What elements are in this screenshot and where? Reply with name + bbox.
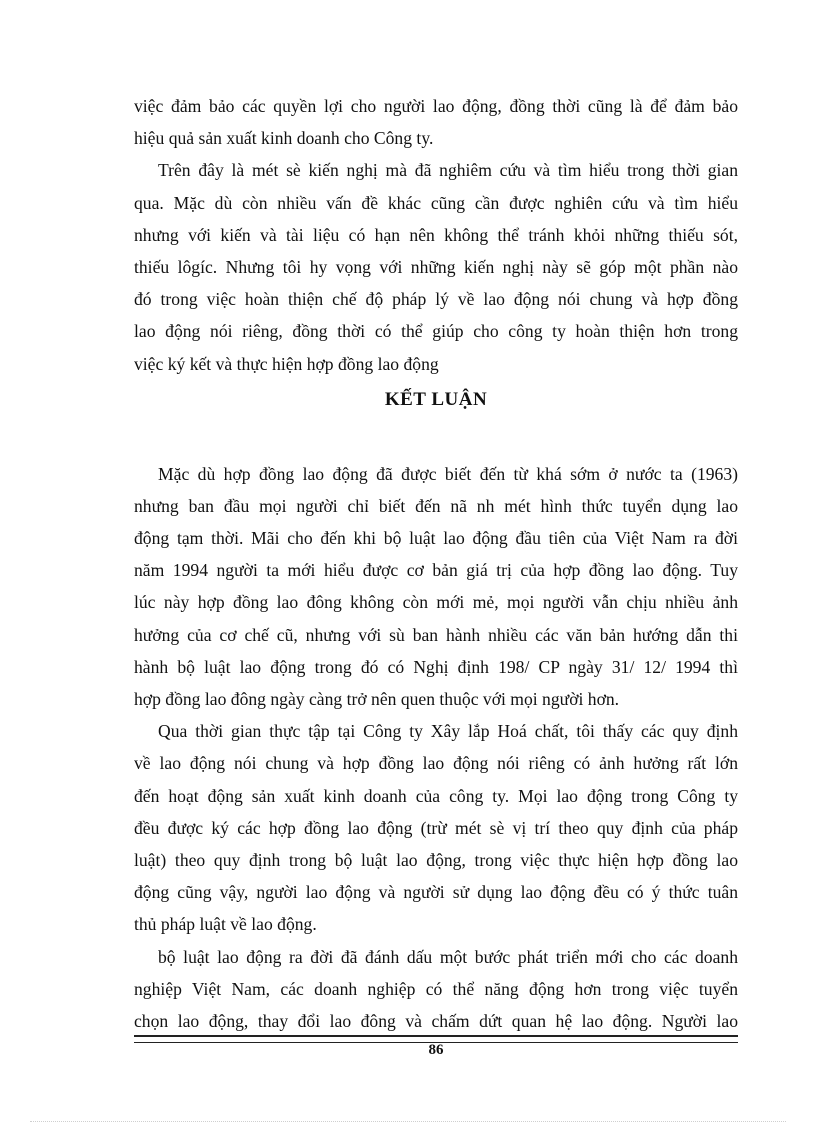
section-heading: KẾT LUẬN — [384, 388, 488, 410]
text-line: thiếu lôgíc. Nhưng tôi hy vọng với những kiến nghị này sẽ góp một phần nào — [134, 256, 738, 277]
text-line: lúc này hợp đồng lao đông không còn mới mẻ, mọi người vẫn chịu nhiều ảnh — [134, 592, 738, 613]
paragraph-recommendations — [134, 154, 738, 379]
text-line: đó trong việc hoàn thiện chế độ pháp lý về lao động nói chung và hợp đồng — [134, 289, 738, 310]
text-line: động cũng vậy, người lao động và người sử dụng lao động đều có ý thức tuân — [134, 882, 738, 903]
paragraph-conclusion-3 — [134, 941, 738, 1038]
text-line: nhưng ban đầu mọi người chỉ biết đến nã nh mét hình thức tuyển dụng lao — [134, 495, 738, 516]
text-line: động tạm thời. Mãi cho đến khi bộ luật lao động đầu tiên của Việt Nam ra đời — [134, 528, 738, 549]
text-line: Mặc dù hợp đồng lao động đã được biết đến từ khá sớm ở nước ta (1963) — [158, 463, 738, 484]
text-line: năm 1994 người ta mới hiểu được cơ bản giá trị của hợp đồng lao động. Tuy — [134, 560, 738, 581]
text-line: Qua thời gian thực tập tại Công ty Xây lắp Hoá chất, tôi thấy các quy định — [158, 721, 738, 742]
paragraph-conclusion-1 — [134, 458, 738, 716]
text-line: nhưng với kiến và tài liệu có hạn nên không thể tránh khỏi những thiếu sót, — [134, 224, 738, 245]
text-line: hưởng của cơ chế cũ, nhưng với sù ban hành nhiều các văn bản hướng dẫn thi — [134, 624, 738, 645]
text-line: việc đảm bảo các quyền lợi cho người lao động, đồng thời cũng là để đảm bảo — [134, 96, 738, 116]
text-line: nghiệp Việt Nam, các doanh nghiệp có thể năng động hơn trong việc tuyển — [134, 978, 738, 999]
page-number: 86 — [428, 1042, 444, 1058]
text-line: đều được ký các hợp đồng lao động (trừ mét sè vị trí theo quy định của pháp — [134, 817, 738, 838]
page-edge-divider — [30, 1121, 786, 1122]
text-line: việc ký kết và thực hiện hợp đồng lao động — [134, 353, 439, 374]
document-body — [134, 90, 738, 1037]
text-line: chọn lao động, thay đổi lao đông và chấm dứt quan hệ lao động. Người lao — [134, 1010, 738, 1031]
paragraph-conclusion-2 — [134, 715, 738, 940]
spacer — [134, 420, 738, 458]
text-line: lao động nói riêng, đồng thời có thể giúp cho công ty hoàn thiện hơn trong — [134, 321, 738, 342]
text-line: về lao động nói chung và hợp đồng lao động nói riêng có ảnh hưởng rất lớn — [134, 753, 738, 774]
text-line: Trên đây là mét sè kiến nghị mà đã nghiêm cứu và tìm hiểu trong thời gian — [158, 160, 738, 181]
paragraph-end — [134, 90, 738, 154]
text-line: hành bộ luật lao động trong đó có Nghị định 198/ CP ngày 31/ 12/ 1994 thì — [134, 656, 738, 677]
text-line: hiệu quả sản xuất kinh doanh cho Công ty. — [134, 128, 434, 149]
text-line: bộ luật lao động ra đời đã đánh dấu một bước phát triển mới cho các doanh — [158, 946, 738, 967]
text-line: qua. Mặc dù còn nhiều vấn đề khác cũng cần được nghiên cứu và tìm hiểu — [134, 192, 738, 213]
text-line: hợp đồng lao đông ngày càng trở nên quen thuộc với mọi người hơn. — [134, 689, 620, 709]
text-line: luật) theo quy định trong bộ luật lao động, trong việc thực hiện hợp đồng lao — [134, 849, 738, 870]
text-line: đến hoạt động sản xuất kinh doanh của công ty. Mọi lao động trong Công ty — [134, 785, 738, 806]
text-line: thủ pháp luật về lao động. — [134, 914, 317, 935]
